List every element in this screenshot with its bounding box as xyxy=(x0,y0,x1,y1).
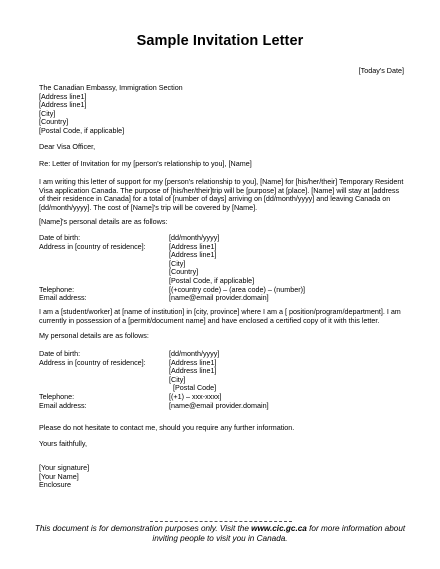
email-row xyxy=(39,294,305,303)
signature-line: [Your signature] xyxy=(39,463,90,472)
telephone-label: Telephone: xyxy=(39,284,75,294)
signoff: Yours faithfully, xyxy=(39,439,87,448)
address-label: Address in [country of residence]: xyxy=(39,357,146,367)
dob-label: Date of birth: xyxy=(39,349,81,358)
address-line: [Postal Code, if applicable] xyxy=(169,275,255,285)
address-line: [Address line1] xyxy=(169,250,217,260)
telephone-value: [(+country code) – (area code) – (number)] xyxy=(169,284,306,294)
address-line: [Country] xyxy=(169,267,199,277)
telephone-value: [(+1) – xxx-xxxx] xyxy=(169,391,222,401)
address-line: [City] xyxy=(169,374,186,384)
letter-date: [Today's Date] xyxy=(358,66,404,75)
dob-label: Date of birth: xyxy=(39,233,81,242)
salutation: Dear Visa Officer, xyxy=(39,142,96,151)
recipient-line: The Canadian Embassy, Immigration Section xyxy=(39,83,183,92)
address-line: [Address line1] xyxy=(169,241,217,251)
email-value: [name@email provider.domain] xyxy=(169,293,269,303)
address-row xyxy=(39,359,269,368)
body-paragraph-1: I am writing this letter of support for my [person's relationship to you], [Name] for [his/her/their] Temporary Resident Visa application Canada. The purpose of [his/her/their]trip will be [purpose] at [place]. [Name] will stay at [address of their residence in Canada] for a total of [number of days] arriving on [dd/month/yyyy] and leaving Canada on [dd/month/yyyy]. The cost of [Name]'s trip will be covered by [Name]. xyxy=(39,177,404,212)
footer-text: for more information about xyxy=(306,524,406,533)
dob-value: [dd/month/yyyy] xyxy=(169,349,220,358)
details-1-table xyxy=(39,234,305,303)
recipient-line: [Country] xyxy=(39,117,69,127)
dob-value: [dd/month/yyyy] xyxy=(169,233,220,242)
enclosure-line: Enclosure xyxy=(39,480,71,490)
recipient-address xyxy=(39,84,183,136)
page-title: Sample Invitation Letter xyxy=(136,33,304,49)
address-label: Address in [country of residence]: xyxy=(39,241,146,251)
closing-text: Please do not hesitate to contact me, should you require any further information. xyxy=(39,423,295,432)
address-line: [Address line1] xyxy=(169,357,217,367)
recipient-line: [Address line1] xyxy=(39,100,87,110)
recipient-line: [Address line1] xyxy=(39,91,87,101)
body-paragraph-2: I am a [student/worker] at [name of institution] in [city, province] where I am a [ position/program/department]. I am currently in possession of a [permit/document name] and have enclosed a certified copy of it with this letter. xyxy=(39,307,401,325)
signature-block xyxy=(39,464,89,490)
email-label: Email address: xyxy=(39,293,87,303)
details-2-table xyxy=(39,350,269,410)
footer-text-line2: inviting people to visit you in Canada. xyxy=(152,534,288,543)
address-line: [Postal Code] xyxy=(173,383,217,393)
details-2-intro: My personal details are as follows: xyxy=(39,331,149,340)
email-value: [name@email provider.domain] xyxy=(169,400,269,410)
recipient-line: [City] xyxy=(39,108,56,118)
footer-divider xyxy=(150,521,292,522)
footer-link[interactable]: www.cic.gc.ca xyxy=(251,524,307,533)
details-1-intro: [Name]'s personal details are as follows: xyxy=(39,217,168,226)
footer-text: This document is for demonstration purposes only. Visit the xyxy=(34,524,252,533)
address-line: [Address line1] xyxy=(169,366,217,376)
signature-name: [Your Name] xyxy=(39,471,79,481)
address-line: [City] xyxy=(169,258,186,268)
subject-line: Re: Letter of Invitation for my [person's relationship to you], [Name] xyxy=(39,159,252,168)
email-label: Email address: xyxy=(39,400,87,410)
recipient-line: [Postal Code, if applicable] xyxy=(39,125,125,135)
telephone-label: Telephone: xyxy=(39,391,75,401)
email-row xyxy=(39,402,269,411)
footer-note xyxy=(30,524,410,544)
